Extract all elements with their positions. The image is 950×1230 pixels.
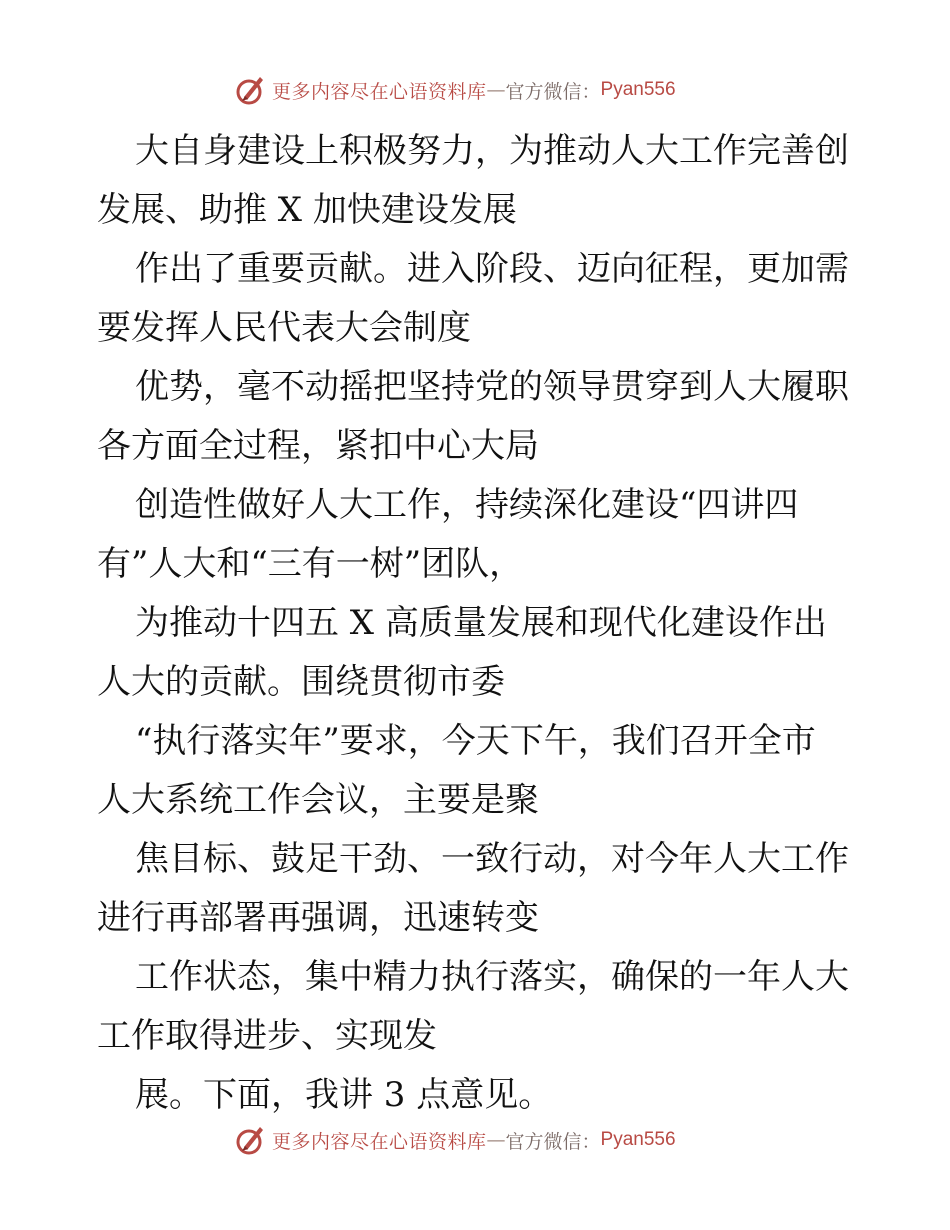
paragraph-line: 各方面全过程，紧扣中心大局 xyxy=(97,426,539,466)
paragraph-line: 进行再部署再强调，迅速转变 xyxy=(97,898,539,938)
watermark-separator: — xyxy=(486,79,506,101)
watermark-brand: 更多内容尽在心语资料库 xyxy=(272,1130,487,1153)
paragraph-line: 发展、助推 X 加快建设发展 xyxy=(97,190,517,230)
paragraph-line: 人大的贡献。围绕贯彻市委 xyxy=(97,662,505,702)
watermark-brand: 更多内容尽在心语资料库 xyxy=(272,80,487,103)
paragraph-line: 作出了重要贡献。进入阶段、迈向征程，更加需 xyxy=(135,249,849,289)
watermark-wechat-id: Pyan556 xyxy=(600,79,676,100)
paragraph-line: 展。下面，我讲 3 点意见。 xyxy=(135,1075,553,1115)
paragraph-line: 创造性做好人大工作，持续深化建设“四讲四 xyxy=(135,485,799,525)
paragraph-line: 工作取得进步、实现发 xyxy=(97,1016,437,1056)
paragraph-line: 焦目标、鼓足干劲、一致行动，对今年人大工作 xyxy=(135,839,849,879)
quill-logo-icon xyxy=(234,1123,268,1157)
header-watermark xyxy=(234,72,676,108)
paragraph-line: 优势，毫不动摇把坚持党的领导贯穿到人大履职 xyxy=(135,367,849,407)
watermark-label: 官方微信： xyxy=(505,1130,601,1153)
quill-logo-icon xyxy=(234,73,268,107)
paragraph-line: 大自身建设上积极努力，为推动人大工作完善创 xyxy=(135,131,849,171)
paragraph-line: 人大系统工作会议，主要是聚 xyxy=(97,780,539,820)
watermark-wechat-id: Pyan556 xyxy=(600,1129,676,1150)
paragraph-line: 有”人大和“三有一树”团队， xyxy=(97,544,524,584)
watermark-separator: — xyxy=(486,1129,506,1151)
footer-watermark xyxy=(234,1122,676,1158)
paragraph-line: “执行落实年”要求，今天下午，我们召开全市 xyxy=(135,721,816,761)
body-text xyxy=(97,122,867,1125)
paragraph-line: 工作状态，集中精力执行落实，确保的一年人大 xyxy=(135,957,849,997)
paragraph-line: 为推动十四五 X 高质量发展和现代化建设作出 xyxy=(135,603,827,643)
paragraph-line: 要发挥人民代表大会制度 xyxy=(97,308,471,348)
watermark-label: 官方微信： xyxy=(505,80,601,103)
